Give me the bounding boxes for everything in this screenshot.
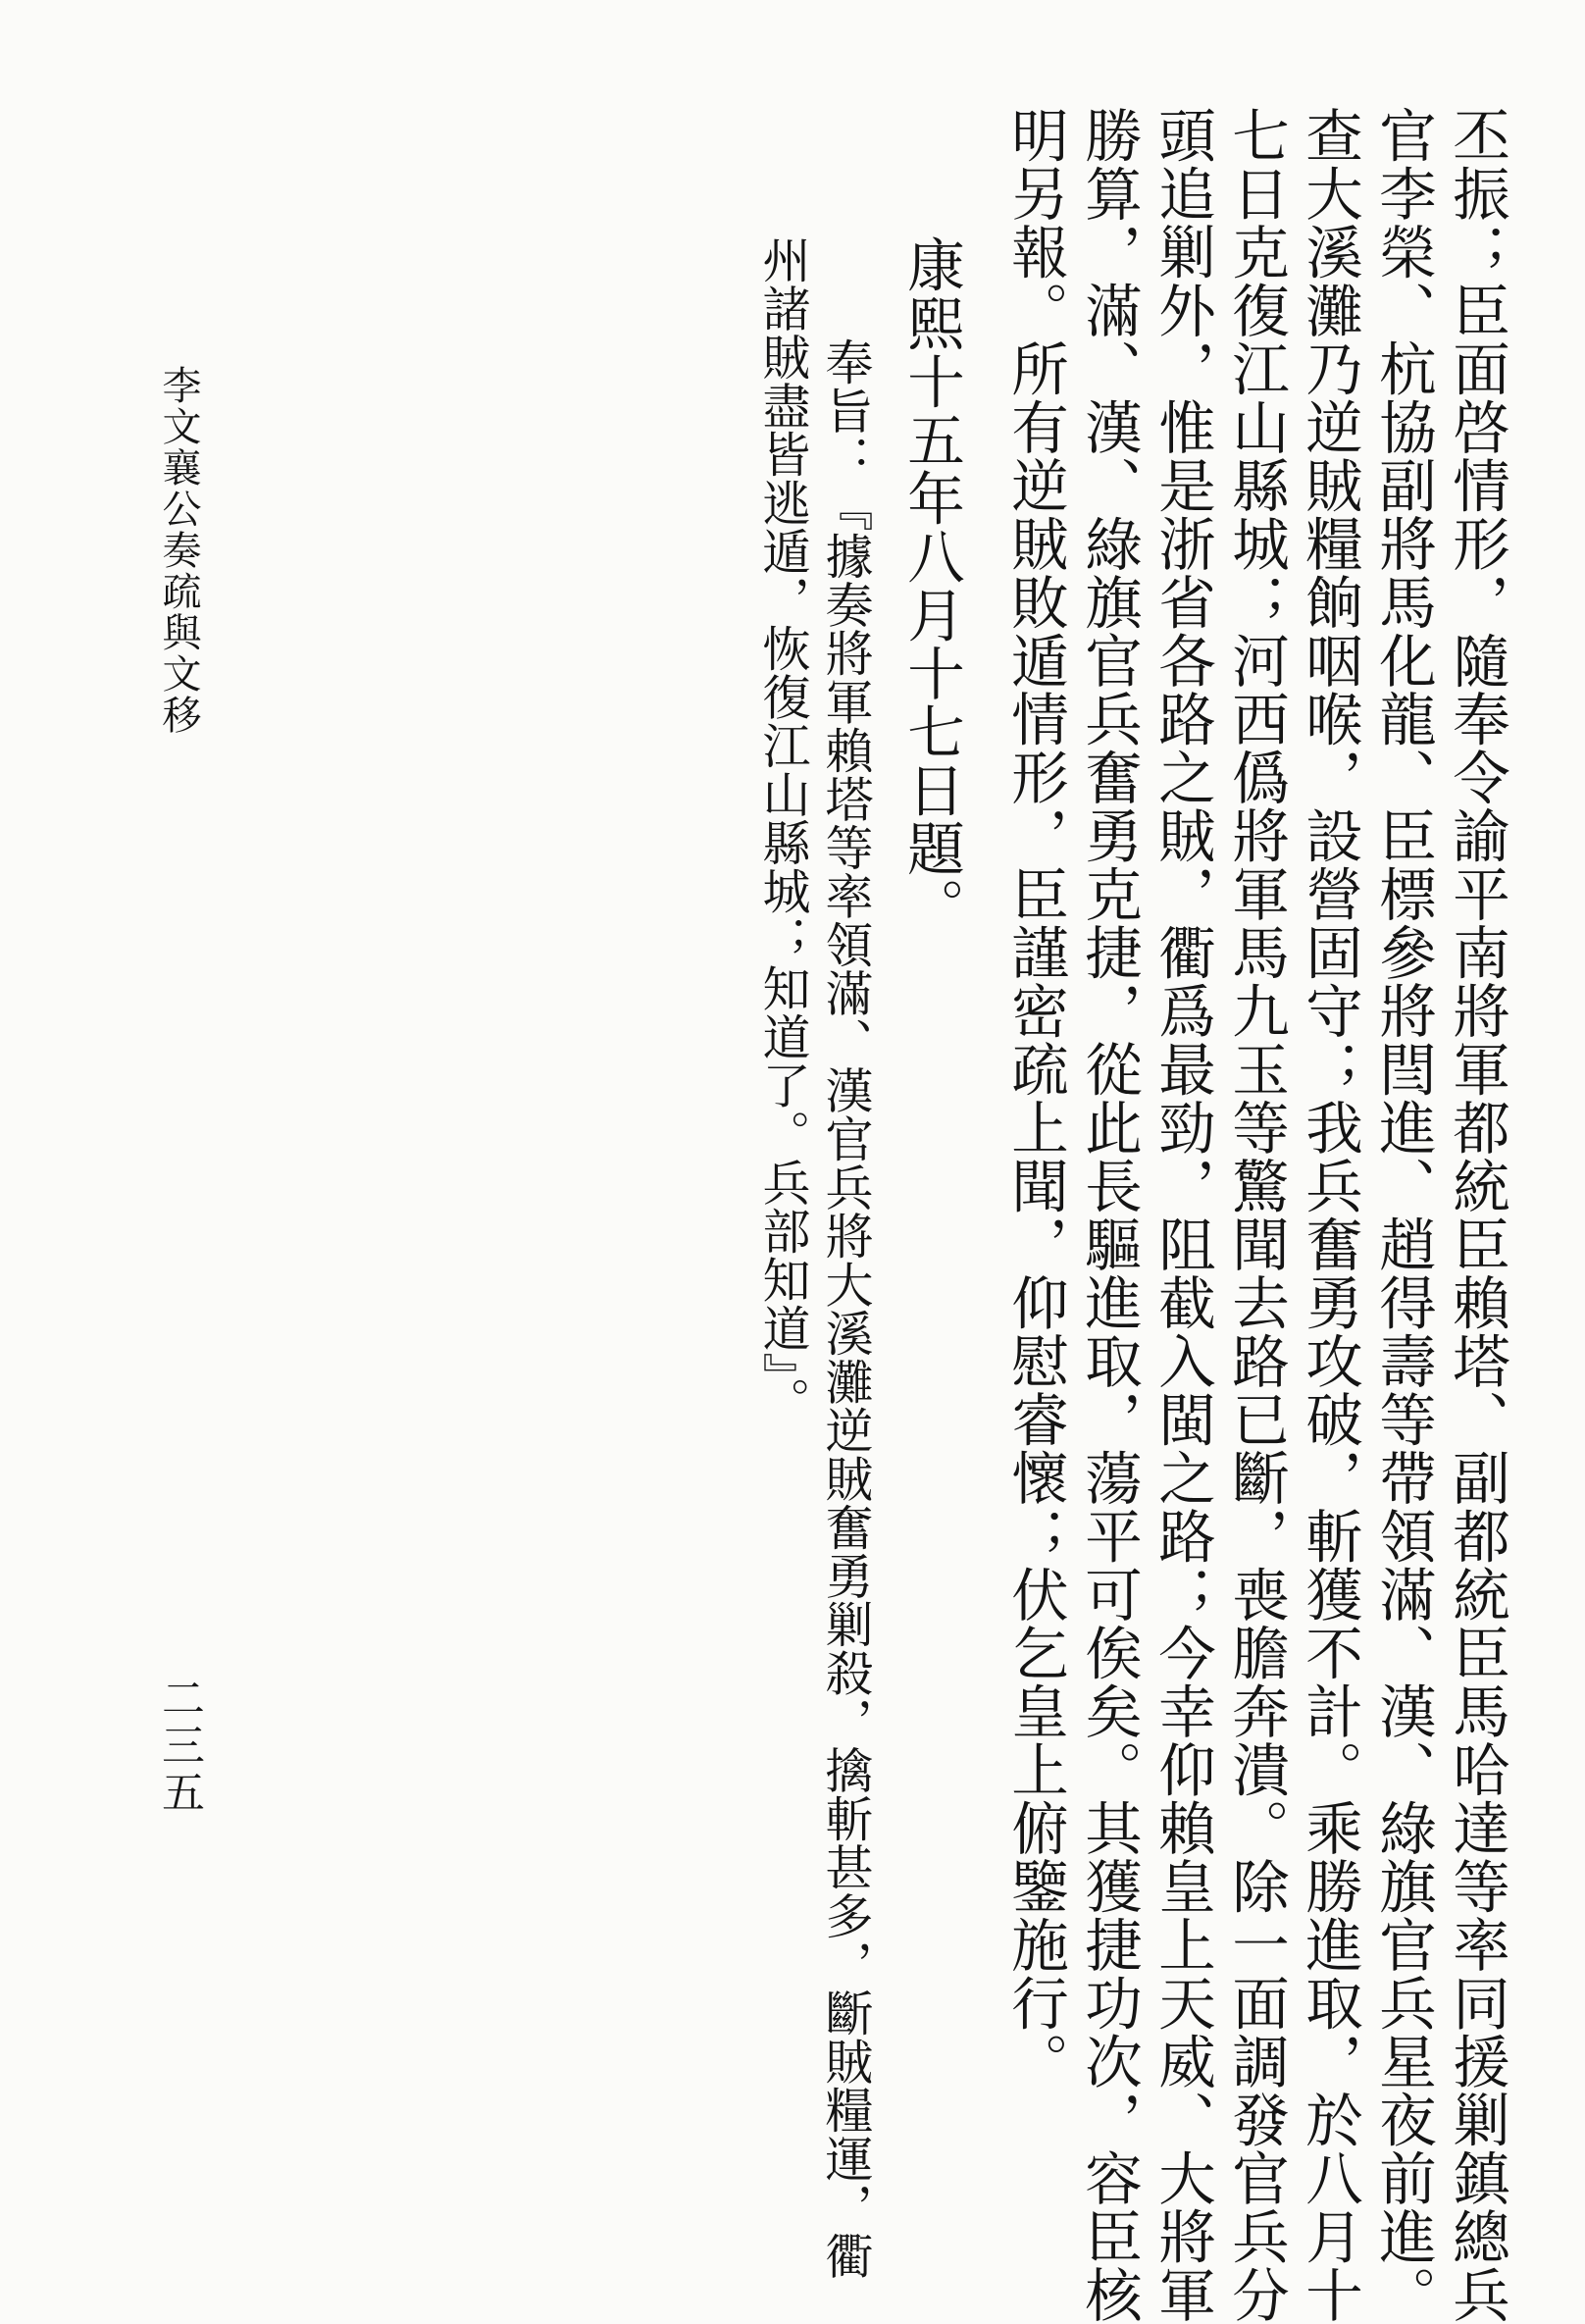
text-column: 七日克復江山縣城；河西僞將軍馬九玉等驚聞去路已斷，喪膽奔潰。除一面調發官兵分 [1222, 106, 1290, 2324]
text-column: 官李榮、杭協副將馬化龍、臣標參將閆進、趙得壽等帶領滿、漢、綠旗官兵星夜前進。 [1369, 106, 1437, 2324]
date-line: 康熙十五年八月十七日題。 [897, 235, 965, 936]
text-column: 頭追剿外，惟是浙省各路之賊，衢爲最勁，阻截入閩之路；今幸仰賴皇上天威、大將軍 [1149, 106, 1216, 2324]
text-column: 查大溪灘乃逆賊糧餉咽喉，設營固守；我兵奮勇攻破，斬獲不計。乘勝進取，於八月十 [1296, 106, 1363, 2324]
text-column: 勝算，滿、漢、綠旗官兵奮勇克捷，從此長驅進取，蕩平可俟矣。其獲捷功次，容臣核 [1075, 106, 1143, 2324]
text-column: 明另報。所有逆賊敗遁情形，臣謹密疏上聞，仰慰睿懷；伏乞皇上俯鑒施行。 [1001, 106, 1069, 2091]
page-number: 二三五 [154, 1676, 204, 1817]
text-column: 丕振；臣面啓情形，隨奉令諭平南將軍都統臣賴塔、副都統臣馬哈達等率同援剿鎮總兵 [1443, 106, 1510, 2324]
running-title: 李文襄公奏疏與文移 [156, 365, 201, 736]
edict-column: 奉旨：『據奏將軍賴塔等率領滿、漢官兵將大溪灘逆賊奮勇剿殺，擒斬甚多，斷賊糧運，衢 [818, 337, 874, 2280]
edict-column: 州諸賊盡皆逃遁，恢復江山縣城；知道了。兵部知道』。 [755, 235, 811, 1425]
